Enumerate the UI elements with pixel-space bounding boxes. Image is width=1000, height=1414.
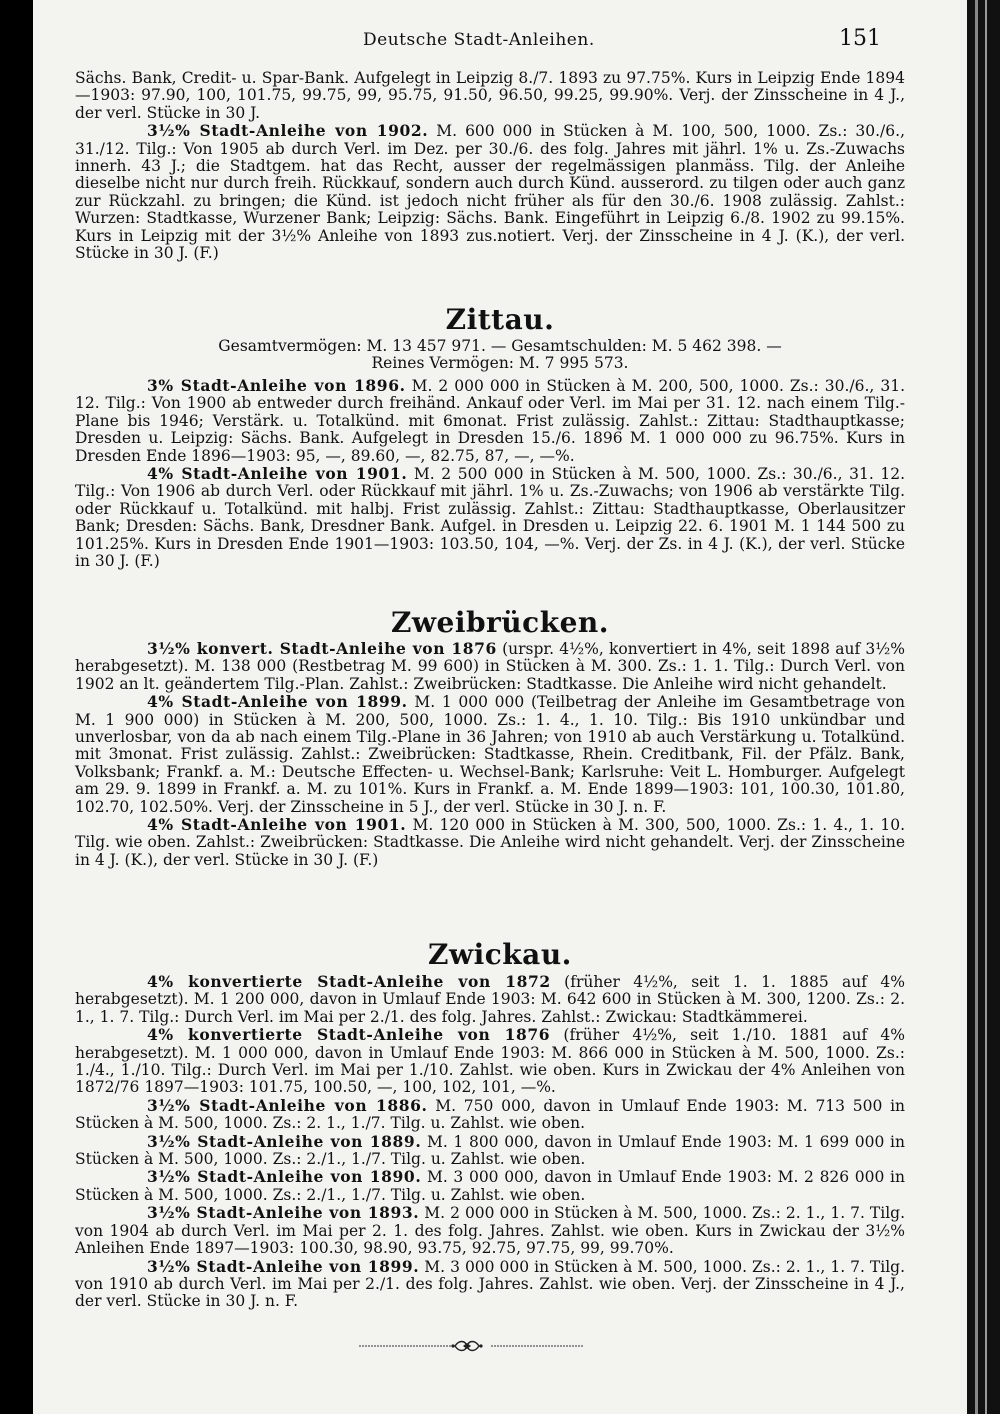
loan-paragraph bbox=[75, 1258, 905, 1311]
loan-heading: 4% konvertierte Stadt-Anleihe von 1876 bbox=[147, 1025, 551, 1045]
scan-border-right bbox=[967, 0, 1000, 1414]
loan-heading: 3½% Stadt-Anleihe von 1890. bbox=[147, 1167, 422, 1187]
loan-text: M. 3 000 000, davon in Umlauf Ende 1903: M. 2 826 000 in Stücken à M. 500, 1000. Zs.: 2./1., 1./7. Tilg. u. Zahlst. wie oben. bbox=[75, 1168, 905, 1204]
loan-text: M. 600 000 in Stücken à M. 100, 500, 1000. Zs.: 30./6., 31./12. Tilg.: Von 1905 ab durch Verl. im Dez. per 30./6. des folg. Jahres mit jährl. 1% u. Zs.-Zuwachs innerh. 43 J.; die Stadtgem. hat das Recht, ausser der regelmässigen planmäss. Tilg. der Anleihe dieselbe nicht nur durch freih. Rückkauf, sondern auch durch Künd. ausserord. zu tilgen oder auch ganz zur Rückzahl. zu bringen; die Künd. ist jedoch nicht früher als für den 30./6. 1908 zulässig. Zahlst.: Wurzen: Stadtkasse, Wurzener Bank; Leipzig: Sächs. Bank. Eingeführt in Leipzig 6./8. 1902 zu 99.15%. Kurs in Leipzig mit der 3½% Anleihe von 1893 zus.notiert. Verj. der Zinsscheine in 4 J. (K.), der verl. Stücke in 30 J. (F.) bbox=[75, 122, 905, 263]
loan-text: M. 2 000 000 in Stücken à M. 200, 500, 1000. Zs.: 30./6., 31. 12. Tilg.: Von 1900 ab entweder durch freihänd. Ankauf oder Verl. im Mai per 31. 12. nach einem Tilg.-Plane bis 1946; Verstärk. u. Totalkünd. mit 6monat. Frist zulässig. Zahlst.: Zittau: Stadthauptkasse; Dresden u. Leipzig: Sächs. Bank. Aufgelegt in Dresden 15./6. 1896 M. 1 000 000 zu 96.75%. Kurs in Dresden Ende 1896—1903: 95, —, 89.60, —, 82.75, 87, —, —%. bbox=[75, 377, 905, 465]
loan-paragraph bbox=[75, 816, 905, 869]
summary-line: Gesamtvermögen: M. 13 457 971. — Gesamtschulden: M. 5 462 398. — bbox=[218, 337, 782, 355]
loan-text: M. 1 000 000 (Teilbetrag der Anleihe im Gesamtbetrage von M. 1 900 000) in Stücken à M. 200, 500, 1000. Zs.: 1. 4., 1. 10. Tilg.: Bis 1910 unkündbar und unverlosbar, von da ab nach einem Tilg.-Plane in 36 Jahren; von 1910 ab auch Verstärkung u. Totalkünd. mit 3monat. Frist zulässig. Zahlst.: Zweibrücken: Stadtkasse, Rhein. Creditbank, Fil. der Pfälz. Bank, Volksbank; Frankf. a. M.: Deutsche Effecten- u. Wechsel-Bank; Karlsruhe: Veit L. Homburger. Aufgelegt am 29. 9. 1899 in Frankf. a. M. zu 101%. Kurs in Frankf. a. M. Ende 1899—1903: 101, 100.30, 101.80, 102.70, 102.50%. Verj. der Zinsscheine in 5 J., der verl. Stücke in 30 J. n. F. bbox=[75, 693, 905, 816]
loan-text: M. 120 000 in Stücken à M. 300, 500, 1000. Zs.: 1. 4., 1. 10. Tilg. wie oben. Zahlst.: Zweibrücken: Stadtkasse. Die Anleihe wird nicht gehandelt. Verj. der Zinsscheine in 4 J. (K.), der verl. Stücke in 30 J. (F.) bbox=[75, 816, 905, 869]
loan-text: M. 750 000, davon in Umlauf Ende 1903: M. 713 500 in Stücken à M. 500, 1000. Zs.: 2. 1., 1./7. Tilg. u. Zahlst. wie oben. bbox=[75, 1096, 906, 1133]
loan-text: M. 2 000 000 in Stücken à M. 500, 1000. Zs.: 2. 1., 1. 7. Tilg. von 1904 ab durch Verl. im Mai per 2. 1. des folg. Jahres. Zahlst. wie oben. Kurs in Zwickau der 3½% Anleihen Ende 1897—1903: 100.30, 98.90, 93.75, 92.75, 97.75, 99, 99.70%. bbox=[75, 1204, 906, 1258]
loan-text: (früher 4½%, seit 1. 1. 1885 auf 4% herabgesetzt). M. 1 200 000, davon in Umlauf Ende 1903: M. 642 600 in Stücken à M. 300, 1200. Zs.: 2. 1., 1. 7. Tilg.: Durch Verl. im Mai per 2./1. des folg. Jahres. Zahlst.: Zwickau: Stadtkämmerei. bbox=[75, 973, 905, 1026]
loan-paragraph bbox=[75, 122, 905, 262]
zittau-summary bbox=[33, 338, 967, 373]
loan-heading: 3% Stadt-Anleihe von 1896. bbox=[147, 376, 406, 395]
zweibruecken-section bbox=[75, 640, 905, 869]
loan-heading: 3½% Stadt-Anleihe von 1899. bbox=[147, 1256, 420, 1276]
loan-heading: 3½% Stadt-Anleihe von 1893. bbox=[147, 1203, 420, 1223]
running-title: Deutsche Stadt-Anleihen. bbox=[363, 30, 595, 50]
loan-paragraph bbox=[75, 1204, 905, 1257]
loan-paragraph bbox=[75, 465, 905, 570]
intro-paragraph: Sächs. Bank, Credit- u. Spar-Bank. Aufgelegt in Leipzig 8./7. 1893 zu 97.75%. Kurs in Leipzig Ende 1894—1903: 97.90, 100, 101.75, 99.75, 99, 95.75, 91.50, 96.50, 99.25, 99.90%. Verj. der Zinsscheine in 4 J., der verl. Stücke in 30 J. bbox=[75, 69, 905, 122]
city-heading-zittau: Zittau. bbox=[445, 303, 555, 336]
loan-text: M. 1 800 000, davon in Umlauf Ende 1903: M. 1 699 000 in Stücken à M. 500, 1000. Zs.: 2./1., 1./7. Tilg. u. Zahlst. wie oben. bbox=[75, 1132, 905, 1169]
summary-line: Reines Vermögen: M. 7 995 573. bbox=[371, 354, 629, 373]
zittau-section bbox=[75, 377, 905, 570]
loan-paragraph bbox=[75, 1168, 905, 1204]
section-end-ornament bbox=[359, 1336, 583, 1356]
loan-heading: 3½% Stadt-Anleihe von 1889. bbox=[147, 1131, 422, 1151]
document-page bbox=[33, 0, 967, 1414]
running-header bbox=[33, 26, 967, 52]
loan-heading: 3½% Stadt-Anleihe von 1902. bbox=[147, 121, 429, 141]
loan-heading: 3½% Stadt-Anleihe von 1886. bbox=[147, 1095, 428, 1115]
loan-heading: 4% Stadt-Anleihe von 1901. bbox=[147, 815, 407, 835]
loan-heading: 4% Stadt-Anleihe von 1899. bbox=[147, 692, 408, 712]
loan-text: M. 3 000 000 in Stücken à M. 500, 1000. Zs.: 2. 1., 1. 7. Tilg. von 1910 ab durch Verl. im Mai per 2./1. des folg. Jahres. Zahlst. wie oben. Verj. der Zinsscheine in 4 J., der verl. Stücke in 30 J. n. F. bbox=[75, 1257, 906, 1311]
loan-paragraph bbox=[75, 377, 905, 465]
loan-paragraph bbox=[75, 973, 905, 1026]
loan-text: (urspr. 4½%, konvertiert in 4%, seit 1898 auf 3½% herabgesetzt). M. 138 000 (Restbetrag M. 99 600) in Stücken à M. 300. Zs.: 1. 1. Tilg.: Durch Verl. von 1902 an lt. geändertem Tilg.-Plan. Zahlst.: Zweibrücken: Stadtkasse. Die Anleihe wird nicht gehandelt. bbox=[75, 640, 905, 693]
loan-paragraph bbox=[75, 693, 905, 816]
city-heading-zweibruecken: Zweibrücken. bbox=[390, 606, 610, 639]
loan-heading: 4% konvertierte Stadt-Anleihe von 1872 bbox=[147, 972, 551, 991]
page-number: 151 bbox=[839, 26, 881, 51]
loan-paragraph bbox=[75, 1026, 905, 1097]
loan-paragraph bbox=[75, 640, 905, 693]
city-heading-zwickau: Zwickau. bbox=[428, 938, 572, 971]
loan-paragraph bbox=[75, 1133, 905, 1169]
loan-paragraph bbox=[75, 1097, 905, 1133]
zwickau-section bbox=[75, 973, 905, 1311]
intro-section bbox=[75, 70, 905, 262]
loan-text: (früher 4½%, seit 1./10. 1881 auf 4% herabgesetzt). M. 1 000 000, davon in Umlauf Ende 1903: M. 866 000 in Stücken à M. 500, 1000. Zs.: 1./4., 1./10. Tilg.: Durch Verl. im Mai per 1./10. Zahlst. wie oben. Kurs in Zwickau der 4% Anleihen von 1872/76 1897—1903: 101.75, 100.50, —, 100, 102, 101, —%. bbox=[75, 1026, 905, 1097]
loan-text: M. 2 500 000 in Stücken à M. 500, 1000. Zs.: 30./6., 31. 12. Tilg.: Von 1906 ab durch Verl. oder Rückkauf mit jährl. 1% u. Zs.-Zuwachs; von 1906 ab verstärkte Tilg. oder Rückkauf u. Totalkünd. mit halbj. Frist zulässig. Zahlst.: Zittau: Stadthauptkasse, Oberlausitzer Bank; Dresden: Sächs. Bank, Dresdner Bank. Aufgel. in Dresden u. Leipzig 22. 6. 1901 M. 1 144 500 zu 101.25%. Kurs in Dresden Ende 1901—1903: 103.50, 104, —%. Verj. der Zs. in 4 J. (K.), der verl. Stücke in 30 J. (F.) bbox=[75, 465, 905, 571]
loan-heading: 3½% konvert. Stadt-Anleihe von 1876 bbox=[147, 639, 497, 658]
loan-heading: 4% Stadt-Anleihe von 1901. bbox=[147, 464, 408, 484]
